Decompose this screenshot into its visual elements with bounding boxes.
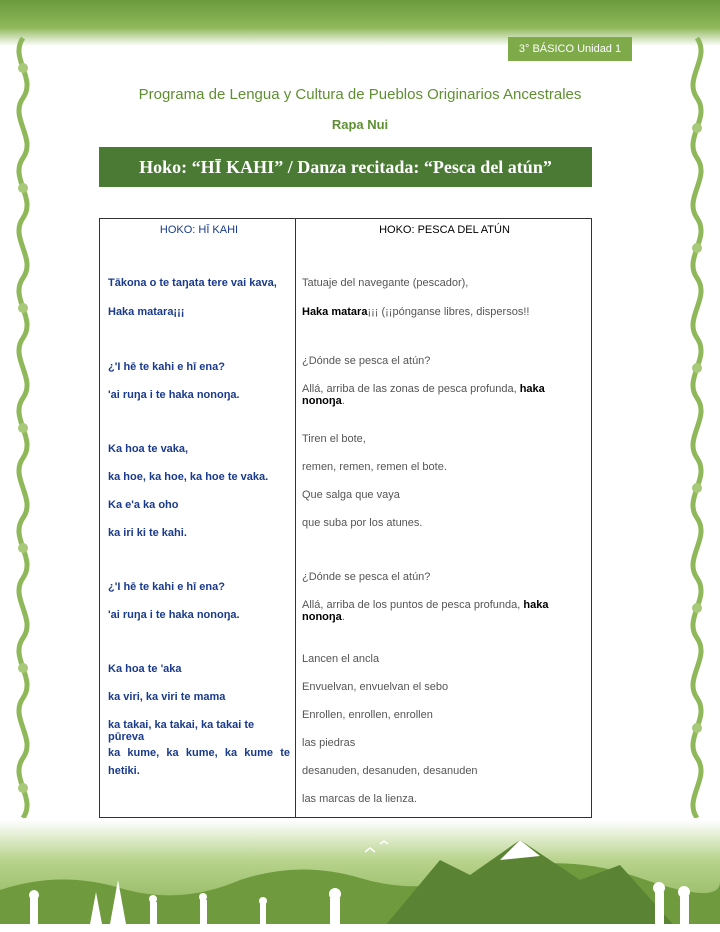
right-line-rest: ¡¡¡ (¡¡pónganse libres, dispersos!! <box>367 306 530 318</box>
right-line: Que salga que vaya <box>302 489 400 501</box>
right-line-bold: Haka matara <box>302 306 368 318</box>
right-line: Tatuaje del navegante (pescador), <box>302 277 469 289</box>
left-line: ka iri ki te kahi. <box>108 527 187 539</box>
left-line: Ka hoa te 'aka <box>108 663 182 675</box>
left-line: ka takai, ka takai, ka takai te pūreva <box>108 719 255 743</box>
right-line: las piedras <box>302 737 356 749</box>
right-line-post: . <box>341 395 345 407</box>
right-column-header: HOKO: PESCA DEL ATÚN <box>379 224 510 236</box>
right-decorative-border <box>678 28 716 818</box>
left-line: 'ai ruŋa i te haka nonoŋa. <box>108 389 240 401</box>
right-line-bold: haka nonoŋa <box>302 599 549 623</box>
left-column-header: HOKO: HĪ KAHI <box>159 224 239 236</box>
left-line: ka kume, ka kume, ka kume te <box>108 747 290 759</box>
right-line: ¿Dónde se pesca el atún? <box>302 355 431 367</box>
right-line: las marcas de la lienza. <box>302 793 417 805</box>
left-line: Haka matara¡¡¡ <box>108 306 185 318</box>
left-line: ka viri, ka viri te mama <box>108 691 226 703</box>
right-line: que suba por los atunes. <box>302 517 423 529</box>
program-title: Programa de Lengua y Cultura de Pueblos Originarios Ancestrales <box>138 86 582 103</box>
right-line: Tiren el bote, <box>302 433 366 445</box>
left-line: ¿'I hē te kahi e hī ena? <box>108 581 225 593</box>
right-line: Lancen el ancla <box>302 653 380 665</box>
right-line <box>302 599 587 623</box>
left-line: ¿'I hē te kahi e hī ena? <box>108 361 225 373</box>
left-decorative-border <box>4 28 42 818</box>
right-line: remen, remen, remen el bote. <box>302 461 447 473</box>
column-divider <box>295 219 296 817</box>
left-line: Ka e'a ka oho <box>108 499 179 511</box>
footer-landscape-illustration <box>0 820 720 932</box>
grade-unit-tab: 3° BÁSICO Unidad 1 <box>508 37 632 61</box>
left-line: 'ai ruŋa i te haka nonoŋa. <box>108 609 240 621</box>
left-line: Tākona o te taŋata tere vai kava, <box>108 277 277 289</box>
right-line-post: . <box>341 611 345 623</box>
left-line: ka hoe, ka hoe, ka hoe te vaka. <box>108 471 269 483</box>
right-line: ¿Dónde se pesca el atún? <box>302 571 431 583</box>
right-line <box>302 306 529 318</box>
page-title: Hoko: “HĪ KAHI” / Danza recitada: “Pesca del atún” <box>99 147 592 187</box>
right-line: Envuelvan, envuelvan el sebo <box>302 681 449 693</box>
culture-subtitle: Rapa Nui <box>331 117 389 132</box>
lyrics-table <box>99 218 592 818</box>
right-line-bold: haka nonoŋa <box>302 383 545 407</box>
right-line: Enrollen, enrollen, enrollen <box>302 709 433 721</box>
right-line-pre: Allá, arriba de los puntos de pesca profunda, <box>302 599 524 611</box>
left-line: hetiki. <box>108 765 140 777</box>
right-line <box>302 383 587 407</box>
right-line: desanuden, desanuden, desanuden <box>302 765 478 777</box>
right-line-pre: Allá, arriba de las zonas de pesca profunda, <box>302 383 520 395</box>
left-line: Ka hoa te vaka, <box>108 443 189 455</box>
